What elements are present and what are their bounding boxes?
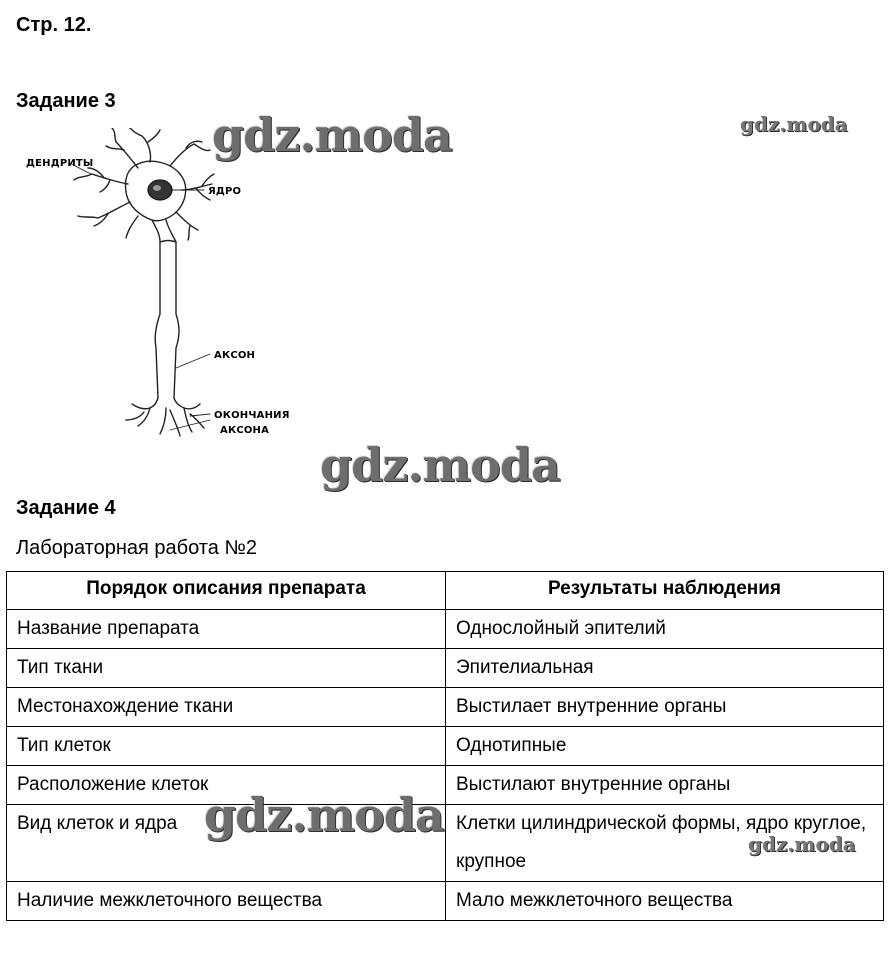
task-4-heading: Задание 4 bbox=[16, 497, 116, 519]
table-cell: Тип ткани bbox=[7, 649, 446, 688]
dendrite bbox=[176, 212, 198, 240]
table-cell: Мало межклеточного вещества bbox=[446, 882, 884, 921]
table-cell: Однослойный эпителий bbox=[446, 610, 884, 649]
table-row bbox=[7, 882, 884, 921]
table-cell: Расположение клеток bbox=[7, 766, 446, 805]
dendrite bbox=[74, 168, 128, 192]
table-cell: Выстилает внутренние органы bbox=[446, 688, 884, 727]
axon-right bbox=[166, 220, 179, 398]
dendrite bbox=[126, 216, 138, 238]
table-cell: Эпителиальная bbox=[446, 649, 884, 688]
neuron-diagram bbox=[20, 128, 320, 448]
table-header-cell: Результаты наблюдения bbox=[446, 572, 884, 610]
table-cell: Местонахождение ткани bbox=[7, 688, 446, 727]
dendrite bbox=[130, 128, 160, 162]
label-nucleus: ЯДРО bbox=[208, 186, 242, 197]
leader-endings-1 bbox=[190, 414, 210, 416]
table-header-cell: Порядок описания препарата bbox=[7, 572, 446, 610]
watermark: gdz.moda bbox=[320, 438, 560, 492]
table-row bbox=[7, 610, 884, 649]
table-cell: Тип клеток bbox=[7, 727, 446, 766]
table-cell: Выстилают внутренние органы bbox=[446, 766, 884, 805]
watermark: gdz.moda bbox=[212, 108, 452, 162]
table-cell: Название препарата bbox=[7, 610, 446, 649]
task-3-heading: Задание 3 bbox=[16, 90, 116, 112]
leader-axon bbox=[176, 354, 210, 368]
dendrite bbox=[106, 128, 138, 168]
label-dendrites: ДЕНДРИТЫ bbox=[26, 158, 94, 169]
table-row bbox=[7, 688, 884, 727]
table-row bbox=[7, 805, 884, 882]
axon-left bbox=[152, 220, 160, 398]
page-number: Стр. 12. bbox=[16, 14, 92, 36]
watermark: gdz.moda bbox=[740, 112, 848, 136]
table-cell: Вид клеток и ядра bbox=[7, 805, 446, 882]
watermark: gdz.moda bbox=[204, 788, 444, 842]
axon-ending bbox=[126, 404, 150, 426]
table-row bbox=[7, 766, 884, 805]
dendrite bbox=[78, 202, 130, 226]
table-cell: Однотипные bbox=[446, 727, 884, 766]
axon-ending bbox=[160, 408, 180, 436]
lab-table bbox=[6, 571, 884, 921]
lab-work-title: Лабораторная работа №2 bbox=[16, 537, 257, 559]
table-row bbox=[7, 727, 884, 766]
table-cell: Клетки цилиндрической формы, ядро круглое, крупное bbox=[446, 805, 884, 882]
label-axon: АКСОН bbox=[214, 350, 256, 361]
dendrite bbox=[170, 141, 210, 166]
label-axon-endings-2: АКСОНА bbox=[220, 425, 270, 436]
table-cell: Наличие межклеточного вещества bbox=[7, 882, 446, 921]
table-row bbox=[7, 649, 884, 688]
watermark: gdz.moda bbox=[748, 832, 856, 856]
table-header-row bbox=[7, 572, 884, 610]
axon-ending bbox=[184, 404, 204, 432]
nucleus bbox=[148, 180, 172, 200]
label-axon-endings-1: ОКОНЧАНИЯ bbox=[214, 410, 290, 421]
